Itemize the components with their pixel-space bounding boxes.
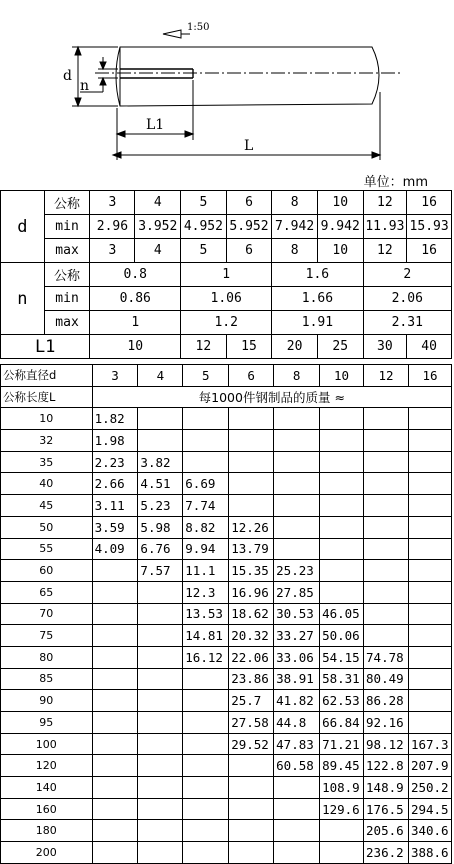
table-row — [1, 668, 452, 690]
mass-cell: 129.6 — [320, 798, 364, 820]
table-row — [1, 516, 452, 538]
cell: 16 — [407, 239, 452, 263]
mass-cell — [92, 777, 138, 799]
mass-cell — [229, 820, 274, 842]
mass-cell — [138, 430, 183, 452]
mass-cell — [320, 430, 364, 452]
mass-cell — [138, 777, 183, 799]
d-max-row — [1, 239, 452, 263]
length-label: 公称长度L — [1, 386, 93, 408]
mass-cell — [229, 842, 274, 864]
table-row — [1, 712, 452, 734]
mass-cell — [274, 820, 320, 842]
mass-cell: 46.05 — [320, 603, 364, 625]
mass-cell — [183, 755, 229, 777]
mass-cell — [364, 495, 409, 517]
cell: 3 — [90, 191, 135, 215]
mass-cell — [229, 798, 274, 820]
table-row — [1, 473, 452, 495]
mass-cell — [364, 516, 409, 538]
mass-cell: 25.7 — [229, 690, 274, 712]
cell: 10 — [90, 335, 181, 359]
mass-cell: 4.51 — [138, 473, 183, 495]
mass-cell: 5.23 — [138, 495, 183, 517]
mass-cell — [274, 430, 320, 452]
diameter-cell: 10 — [320, 365, 364, 387]
mass-cell — [320, 560, 364, 582]
mass-cell: 250.2 — [408, 777, 451, 799]
unit-label: 单位：mm — [363, 175, 428, 190]
table-row — [1, 820, 452, 842]
cell: 2.06 — [363, 287, 451, 311]
mass-cell — [408, 473, 451, 495]
mass-cell — [408, 712, 451, 734]
length-cell: 180 — [1, 820, 93, 842]
cell: 4.952 — [181, 215, 227, 239]
cell: 10 — [317, 239, 363, 263]
mass-cell: 3.11 — [92, 495, 138, 517]
length-cell: 140 — [1, 777, 93, 799]
table-row — [1, 495, 452, 517]
cell: 10 — [317, 191, 363, 215]
mass-cell: 92.16 — [364, 712, 409, 734]
length-cell: 70 — [1, 603, 93, 625]
mass-cell: 98.12 — [364, 733, 409, 755]
mass-cell — [138, 798, 183, 820]
mass-cell: 54.15 — [320, 646, 364, 668]
mass-cell — [408, 408, 451, 430]
mass-cell: 6.69 — [183, 473, 229, 495]
mass-cell — [183, 430, 229, 452]
mass-cell: 33.06 — [274, 646, 320, 668]
length-cell: 75 — [1, 625, 93, 647]
mass-cell — [364, 625, 409, 647]
mass-cell — [364, 451, 409, 473]
mass-cell: 38.91 — [274, 668, 320, 690]
mass-cell — [229, 495, 274, 517]
mass-cell: 148.9 — [364, 777, 409, 799]
cell: 15 — [226, 335, 272, 359]
mass-cell — [320, 820, 364, 842]
table-row — [1, 798, 452, 820]
length-cell: 35 — [1, 451, 93, 473]
mass-cell — [274, 473, 320, 495]
mass-cell: 74.78 — [364, 646, 409, 668]
cell: 4 — [135, 239, 181, 263]
mass-cell: 66.84 — [320, 712, 364, 734]
diameter-label: 公称直径d — [1, 365, 93, 387]
mass-cell — [229, 430, 274, 452]
mass-cell: 27.85 — [274, 581, 320, 603]
mass-cell — [408, 625, 451, 647]
table-row — [1, 755, 452, 777]
mass-cell — [320, 581, 364, 603]
mass-cell — [364, 581, 409, 603]
mass-cell — [364, 538, 409, 560]
mass-cell: 16.12 — [183, 646, 229, 668]
mass-cell: 89.45 — [320, 755, 364, 777]
mass-cell: 20.32 — [229, 625, 274, 647]
cell: 3 — [90, 239, 135, 263]
cell: 4 — [135, 191, 181, 215]
mass-cell — [408, 560, 451, 582]
mass-cell — [274, 777, 320, 799]
mass-cell — [183, 668, 229, 690]
max-label: max — [44, 239, 90, 263]
mass-cell: 2.23 — [92, 451, 138, 473]
mass-cell — [274, 798, 320, 820]
mass-cell — [408, 538, 451, 560]
mass-cell — [92, 755, 138, 777]
mass-title: 每1000件钢制品的质量 ≈ — [92, 386, 451, 408]
cell: 40 — [407, 335, 452, 359]
mass-cell — [408, 516, 451, 538]
dim-d-label: d — [63, 68, 72, 84]
table-row — [1, 646, 452, 668]
mass-cell: 6.76 — [138, 538, 183, 560]
mass-cell — [92, 712, 138, 734]
min-label: min — [44, 215, 90, 239]
dim-L1-label: L1 — [146, 117, 165, 133]
length-cell: 60 — [1, 560, 93, 582]
cell: 1.2 — [181, 311, 272, 335]
pin-outline — [116, 47, 379, 106]
mass-cell: 340.6 — [408, 820, 451, 842]
mass-cell — [92, 842, 138, 864]
diameter-cell: 12 — [364, 365, 409, 387]
mass-cell — [92, 646, 138, 668]
mass-cell: 122.8 — [364, 755, 409, 777]
mass-cell: 47.83 — [274, 733, 320, 755]
length-cell: 160 — [1, 798, 93, 820]
mass-cell — [320, 842, 364, 864]
length-cell: 40 — [1, 473, 93, 495]
mass-cell — [183, 842, 229, 864]
mass-cell — [183, 798, 229, 820]
mass-cell — [138, 603, 183, 625]
mass-cell: 71.21 — [320, 733, 364, 755]
n-max-row — [1, 311, 452, 335]
mass-cell — [408, 603, 451, 625]
mass-cell — [92, 668, 138, 690]
mass-cell — [138, 581, 183, 603]
diameter-cell: 4 — [138, 365, 183, 387]
mass-cell — [92, 733, 138, 755]
n-nominal-row — [1, 263, 452, 287]
table-row — [1, 560, 452, 582]
diameter-cell: 3 — [92, 365, 138, 387]
mass-cell: 18.62 — [229, 603, 274, 625]
mass-cell — [274, 495, 320, 517]
cell: 5 — [181, 191, 227, 215]
diameter-cell: 16 — [408, 365, 451, 387]
cell: 20 — [272, 335, 318, 359]
mass-cell — [364, 603, 409, 625]
mass-cell: 167.3 — [408, 733, 451, 755]
length-cell: 32 — [1, 430, 93, 452]
mass-cell: 11.1 — [183, 560, 229, 582]
table-row — [1, 408, 452, 430]
mass-cell — [408, 451, 451, 473]
mass-cell — [183, 712, 229, 734]
mass-table — [0, 364, 452, 864]
cell: 0.8 — [90, 263, 181, 287]
mass-cell — [408, 495, 451, 517]
d-min-row — [1, 215, 452, 239]
mass-cell: 176.5 — [364, 798, 409, 820]
mass-cell: 207.9 — [408, 755, 451, 777]
mass-cell: 14.81 — [183, 625, 229, 647]
table-row — [1, 581, 452, 603]
mass-cell: 25.23 — [274, 560, 320, 582]
mass-cell — [408, 646, 451, 668]
mass-cell — [92, 690, 138, 712]
mass-cell: 41.82 — [274, 690, 320, 712]
mass-cell — [274, 516, 320, 538]
mass-cell — [183, 777, 229, 799]
mass-cell: 27.58 — [229, 712, 274, 734]
mass-cell: 50.06 — [320, 625, 364, 647]
mass-cell: 294.5 — [408, 798, 451, 820]
mass-cell: 33.27 — [274, 625, 320, 647]
mass-cell — [183, 408, 229, 430]
mass-cell — [183, 451, 229, 473]
mass-cell: 236.2 — [364, 842, 409, 864]
mass-cell — [320, 451, 364, 473]
length-cell: 55 — [1, 538, 93, 560]
mass-cell — [320, 516, 364, 538]
mass-cell — [229, 451, 274, 473]
diameter-cell: 5 — [183, 365, 229, 387]
mass-cell: 80.49 — [364, 668, 409, 690]
mass-cell: 1.82 — [92, 408, 138, 430]
d-nominal-row — [1, 191, 452, 215]
length-cell: 45 — [1, 495, 93, 517]
mass-cell: 58.31 — [320, 668, 364, 690]
mass-cell — [92, 625, 138, 647]
table-row — [1, 690, 452, 712]
diameter-cell: 6 — [229, 365, 274, 387]
mass-cell — [408, 430, 451, 452]
mass-cell: 12.3 — [183, 581, 229, 603]
cell: 2 — [363, 263, 451, 287]
mass-cell: 7.57 — [138, 560, 183, 582]
table-row — [1, 777, 452, 799]
table-row — [1, 538, 452, 560]
mass-cell: 108.9 — [320, 777, 364, 799]
mass-cell — [92, 560, 138, 582]
mass-cell: 60.58 — [274, 755, 320, 777]
mass-cell: 22.06 — [229, 646, 274, 668]
cell: 11.93 — [363, 215, 407, 239]
table-row — [1, 451, 452, 473]
dim-L-label: L — [244, 138, 254, 154]
mass-cell — [138, 668, 183, 690]
mass-cell: 44.8 — [274, 712, 320, 734]
length-cell: 10 — [1, 408, 93, 430]
mass-cell — [183, 820, 229, 842]
mass-cell — [138, 842, 183, 864]
mass-cell — [364, 560, 409, 582]
cell: 16 — [407, 191, 452, 215]
mass-cell: 8.82 — [183, 516, 229, 538]
cell: 1 — [90, 311, 181, 335]
dimension-table — [0, 190, 452, 359]
length-cell: 200 — [1, 842, 93, 864]
mass-cell: 13.53 — [183, 603, 229, 625]
cell: 8 — [272, 239, 318, 263]
mass-cell — [274, 408, 320, 430]
d-label: d — [1, 191, 45, 263]
mass-cell — [92, 798, 138, 820]
cell: 1.66 — [272, 287, 363, 311]
nominal-label: 公称 — [44, 191, 90, 215]
cell: 25 — [317, 335, 363, 359]
cell: 0.86 — [90, 287, 181, 311]
cell: 15.93 — [407, 215, 452, 239]
mass-cell: 62.53 — [320, 690, 364, 712]
mass-cell: 205.6 — [364, 820, 409, 842]
cell: 7.942 — [272, 215, 318, 239]
cell: 9.942 — [317, 215, 363, 239]
mass-cell: 16.96 — [229, 581, 274, 603]
length-cell: 95 — [1, 712, 93, 734]
mass-cell — [138, 646, 183, 668]
cell: 3.952 — [135, 215, 181, 239]
mass-cell: 9.94 — [183, 538, 229, 560]
n-min-row — [1, 287, 452, 311]
cell: 5 — [181, 239, 227, 263]
length-cell: 85 — [1, 668, 93, 690]
L1-label: L1 — [1, 335, 90, 359]
mass-cell: 1.98 — [92, 430, 138, 452]
mass-cell — [364, 408, 409, 430]
mass-cell — [229, 755, 274, 777]
cell: 1.91 — [272, 311, 363, 335]
cell: 1.06 — [181, 287, 272, 311]
mass-cell — [274, 451, 320, 473]
mass-cell — [320, 408, 364, 430]
diameter-cell: 8 — [274, 365, 320, 387]
mass-cell: 7.74 — [183, 495, 229, 517]
mass-cell — [320, 495, 364, 517]
mass-cell: 12.26 — [229, 516, 274, 538]
cell: 12 — [363, 239, 407, 263]
mass-cell — [320, 538, 364, 560]
mass-cell — [138, 755, 183, 777]
table-row — [1, 842, 452, 864]
cell: 1.6 — [272, 263, 363, 287]
mass-cell: 30.53 — [274, 603, 320, 625]
mass-cell — [92, 603, 138, 625]
cell: 5.952 — [226, 215, 272, 239]
mass-cell — [408, 581, 451, 603]
L1-row — [1, 335, 452, 359]
cell: 6 — [226, 239, 272, 263]
mass-cell: 13.79 — [229, 538, 274, 560]
mass-cell — [138, 712, 183, 734]
cell: 2.31 — [363, 311, 451, 335]
table-row — [1, 733, 452, 755]
dim-n-label: n — [80, 78, 90, 94]
length-cell: 90 — [1, 690, 93, 712]
mass-cell: 86.28 — [364, 690, 409, 712]
mass-cell: 2.66 — [92, 473, 138, 495]
mass-cell: 4.09 — [92, 538, 138, 560]
mass-cell — [274, 538, 320, 560]
mass-cell — [138, 690, 183, 712]
mass-cell — [92, 581, 138, 603]
table-row — [1, 603, 452, 625]
mass-cell — [92, 820, 138, 842]
mass-cell: 388.6 — [408, 842, 451, 864]
cell: 2.96 — [90, 215, 135, 239]
max-label: max — [44, 311, 90, 335]
mass-cell: 23.86 — [229, 668, 274, 690]
taper-label: 1:50 — [187, 22, 210, 33]
mass-cell — [138, 625, 183, 647]
mass-cell — [408, 668, 451, 690]
length-cell: 80 — [1, 646, 93, 668]
mass-cell: 29.52 — [229, 733, 274, 755]
mass-cell: 3.59 — [92, 516, 138, 538]
cell: 30 — [363, 335, 407, 359]
mass-cell — [183, 690, 229, 712]
mass-cell — [229, 777, 274, 799]
cell: 12 — [363, 191, 407, 215]
cell: 12 — [181, 335, 227, 359]
mass-cell — [364, 430, 409, 452]
mass-cell: 5.98 — [138, 516, 183, 538]
mass-cell — [138, 820, 183, 842]
cell: 6 — [226, 191, 272, 215]
nominal-label: 公称 — [44, 263, 90, 287]
cell: 1 — [181, 263, 272, 287]
mass-cell — [229, 473, 274, 495]
mass-cell — [364, 473, 409, 495]
taper-pin-drawing — [0, 0, 454, 170]
mass-cell: 15.35 — [229, 560, 274, 582]
length-cell: 100 — [1, 733, 93, 755]
mass-cell — [320, 473, 364, 495]
n-label: n — [1, 263, 45, 335]
mass-cell — [274, 842, 320, 864]
mass-title-row — [1, 386, 452, 408]
table-row — [1, 625, 452, 647]
mass-cell — [408, 690, 451, 712]
mass-header-row — [1, 365, 452, 387]
table-row — [1, 430, 452, 452]
mass-cell — [138, 733, 183, 755]
length-cell: 65 — [1, 581, 93, 603]
mass-cell — [183, 733, 229, 755]
cell: 8 — [272, 191, 318, 215]
min-label: min — [44, 287, 90, 311]
mass-cell — [229, 408, 274, 430]
mass-cell — [138, 408, 183, 430]
mass-cell: 3.82 — [138, 451, 183, 473]
length-cell: 120 — [1, 755, 93, 777]
length-cell: 50 — [1, 516, 93, 538]
